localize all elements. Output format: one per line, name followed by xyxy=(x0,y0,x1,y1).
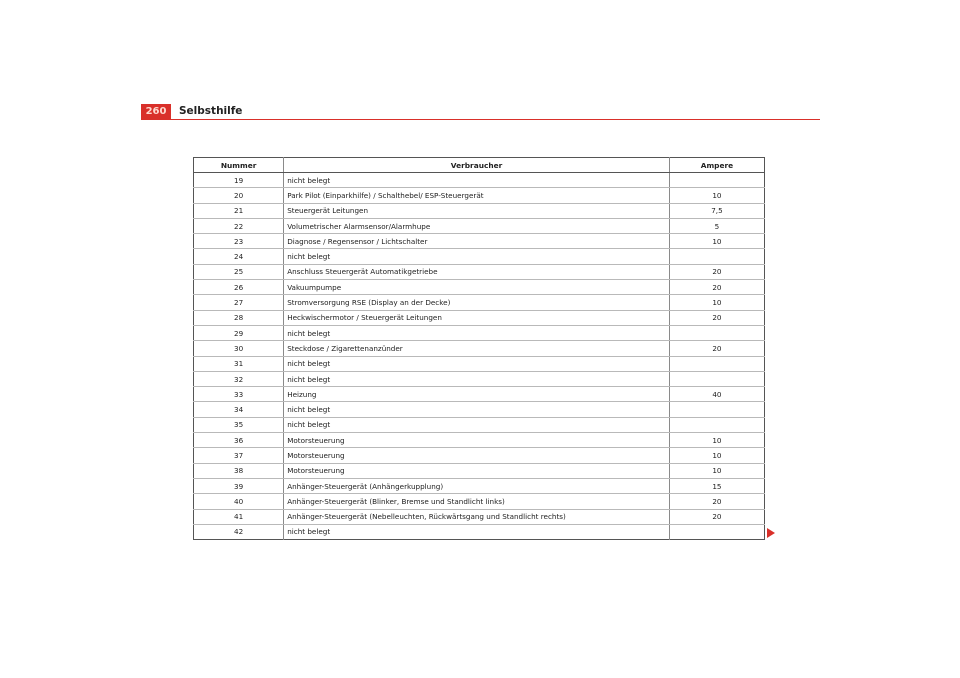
section-title: Selbsthilfe xyxy=(179,105,243,117)
cell-verbraucher: Stromversorgung RSE (Display an der Decke) xyxy=(284,295,670,310)
cell-ampere: 20 xyxy=(669,341,764,356)
table-row xyxy=(194,341,765,356)
cell-verbraucher: Volumetrischer Alarmsensor/Alarmhupe xyxy=(284,218,670,233)
table-row xyxy=(194,173,765,188)
cell-ampere: 20 xyxy=(669,509,764,524)
cell-nummer: 34 xyxy=(194,402,284,417)
column-header-ampere: Ampere xyxy=(669,158,764,173)
cell-verbraucher: Anhänger-Steuergerät (Anhängerkupplung) xyxy=(284,478,670,493)
cell-nummer: 30 xyxy=(194,341,284,356)
table-row xyxy=(194,387,765,402)
table-row xyxy=(194,417,765,432)
cell-nummer: 20 xyxy=(194,188,284,203)
table-row xyxy=(194,524,765,539)
cell-ampere: 10 xyxy=(669,188,764,203)
cell-verbraucher: nicht belegt xyxy=(284,356,670,371)
fuse-table xyxy=(193,157,765,540)
cell-nummer: 31 xyxy=(194,356,284,371)
page-header xyxy=(141,104,820,120)
cell-ampere: 10 xyxy=(669,234,764,249)
table-row xyxy=(194,478,765,493)
cell-nummer: 39 xyxy=(194,478,284,493)
table-row xyxy=(194,448,765,463)
table-row xyxy=(194,356,765,371)
column-header-nummer: Nummer xyxy=(194,158,284,173)
page-number-badge: 260 xyxy=(141,104,171,119)
table-row xyxy=(194,509,765,524)
cell-nummer: 40 xyxy=(194,494,284,509)
cell-ampere xyxy=(669,249,764,264)
table-row xyxy=(194,463,765,478)
cell-nummer: 23 xyxy=(194,234,284,249)
cell-ampere xyxy=(669,371,764,386)
table-row xyxy=(194,280,765,295)
table-row xyxy=(194,218,765,233)
cell-ampere: 40 xyxy=(669,387,764,402)
cell-nummer: 37 xyxy=(194,448,284,463)
table-row xyxy=(194,402,765,417)
cell-ampere xyxy=(669,417,764,432)
cell-ampere: 7,5 xyxy=(669,203,764,218)
cell-nummer: 26 xyxy=(194,280,284,295)
cell-verbraucher: Diagnose / Regensensor / Lichtschalter xyxy=(284,234,670,249)
table-row xyxy=(194,371,765,386)
cell-ampere: 15 xyxy=(669,478,764,493)
cell-ampere: 20 xyxy=(669,310,764,325)
table-row xyxy=(194,234,765,249)
cell-nummer: 38 xyxy=(194,463,284,478)
cell-nummer: 28 xyxy=(194,310,284,325)
next-page-arrow-icon[interactable] xyxy=(767,528,775,538)
cell-ampere: 20 xyxy=(669,264,764,279)
cell-verbraucher: Motorsteuerung xyxy=(284,463,670,478)
cell-ampere xyxy=(669,325,764,340)
table-row xyxy=(194,295,765,310)
table-row xyxy=(194,264,765,279)
cell-nummer: 42 xyxy=(194,524,284,539)
cell-ampere xyxy=(669,356,764,371)
cell-ampere xyxy=(669,402,764,417)
cell-verbraucher: Heizung xyxy=(284,387,670,402)
cell-verbraucher: Heckwischermotor / Steuergerät Leitungen xyxy=(284,310,670,325)
table-row xyxy=(194,494,765,509)
cell-verbraucher: Vakuumpumpe xyxy=(284,280,670,295)
header-divider xyxy=(141,119,820,120)
table-body xyxy=(194,173,765,540)
cell-ampere xyxy=(669,173,764,188)
cell-ampere: 10 xyxy=(669,295,764,310)
table-row xyxy=(194,188,765,203)
cell-nummer: 32 xyxy=(194,371,284,386)
table-header-row xyxy=(194,158,765,173)
cell-verbraucher: Anhänger-Steuergerät (Blinker, Bremse und Standlicht links) xyxy=(284,494,670,509)
table-row xyxy=(194,203,765,218)
cell-verbraucher: Anhänger-Steuergerät (Nebelleuchten, Rückwärtsgang und Standlicht rechts) xyxy=(284,509,670,524)
cell-verbraucher: nicht belegt xyxy=(284,173,670,188)
cell-nummer: 29 xyxy=(194,325,284,340)
cell-nummer: 36 xyxy=(194,433,284,448)
cell-ampere xyxy=(669,524,764,539)
column-header-verbraucher: Verbraucher xyxy=(284,158,670,173)
cell-ampere: 10 xyxy=(669,433,764,448)
cell-ampere: 20 xyxy=(669,280,764,295)
table-row xyxy=(194,433,765,448)
cell-verbraucher: nicht belegt xyxy=(284,417,670,432)
cell-verbraucher: Motorsteuerung xyxy=(284,448,670,463)
cell-nummer: 41 xyxy=(194,509,284,524)
cell-verbraucher: Anschluss Steuergerät Automatikgetriebe xyxy=(284,264,670,279)
table-row xyxy=(194,310,765,325)
cell-verbraucher: nicht belegt xyxy=(284,524,670,539)
cell-verbraucher: nicht belegt xyxy=(284,402,670,417)
cell-verbraucher: nicht belegt xyxy=(284,371,670,386)
table-row xyxy=(194,249,765,264)
cell-ampere: 10 xyxy=(669,463,764,478)
cell-verbraucher: nicht belegt xyxy=(284,249,670,264)
cell-verbraucher: Motorsteuerung xyxy=(284,433,670,448)
cell-nummer: 25 xyxy=(194,264,284,279)
cell-nummer: 22 xyxy=(194,218,284,233)
cell-ampere: 20 xyxy=(669,494,764,509)
cell-nummer: 21 xyxy=(194,203,284,218)
cell-nummer: 19 xyxy=(194,173,284,188)
cell-verbraucher: Steuergerät Leitungen xyxy=(284,203,670,218)
cell-verbraucher: nicht belegt xyxy=(284,325,670,340)
cell-ampere: 10 xyxy=(669,448,764,463)
cell-nummer: 35 xyxy=(194,417,284,432)
cell-ampere: 5 xyxy=(669,218,764,233)
cell-nummer: 27 xyxy=(194,295,284,310)
cell-verbraucher: Park Pilot (Einparkhilfe) / Schalthebel/ ESP-Steuergerät xyxy=(284,188,670,203)
cell-nummer: 24 xyxy=(194,249,284,264)
cell-verbraucher: Steckdose / Zigarettenanzünder xyxy=(284,341,670,356)
table-row xyxy=(194,325,765,340)
cell-nummer: 33 xyxy=(194,387,284,402)
